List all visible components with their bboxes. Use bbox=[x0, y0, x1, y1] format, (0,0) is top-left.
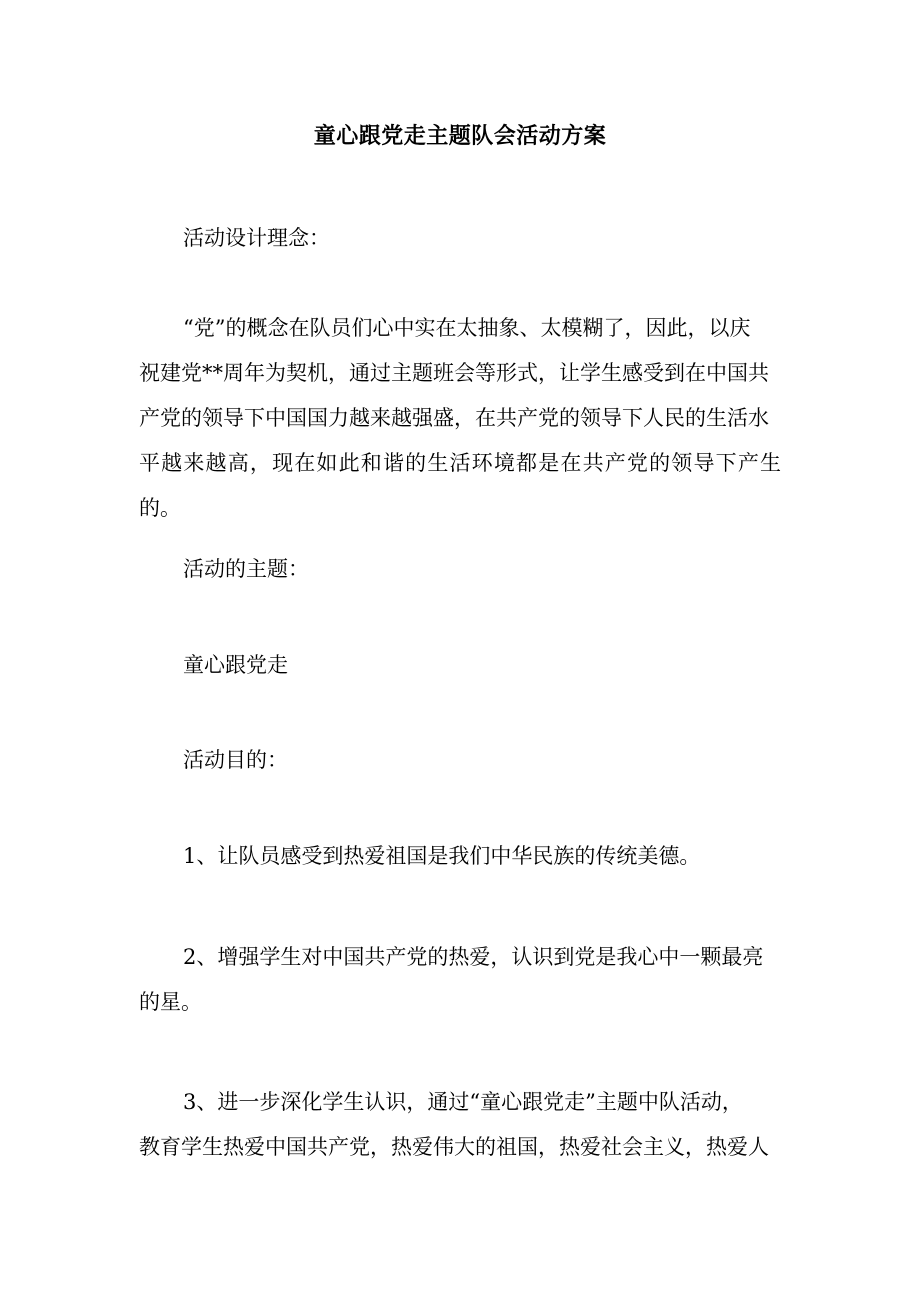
theme-text: 童心跟党走 bbox=[183, 653, 288, 677]
goal-item-1: 1、让队员感受到热爱祖国是我们中华民族的传统美德。 bbox=[183, 844, 701, 868]
goal-item-2 bbox=[139, 935, 781, 1025]
paragraph-line: 3、进一步深化学生认识，通过“童心跟党走”主题中队活动， bbox=[183, 1090, 743, 1114]
paragraph-line: 2、增强学生对中国共产党的热爱，认识到党是我心中一颗最亮 bbox=[183, 945, 764, 969]
design-concept-paragraph bbox=[139, 306, 781, 531]
theme-heading: 活动的主题： bbox=[183, 557, 309, 581]
paragraph-line: 的星。 bbox=[139, 990, 202, 1014]
paragraph-line: 产党的领导下中国国力越来越强盛，在共产党的领导下人民的生活水 bbox=[139, 406, 769, 430]
paragraph-line: 教育学生热爱中国共产党，热爱伟大的祖国，热爱社会主义，热爱人 bbox=[139, 1135, 769, 1159]
paragraph-line: “党”的概念在队员们心中实在太抽象、太模糊了，因此，以庆 bbox=[183, 316, 751, 340]
document-title: 童心跟党走主题队会活动方案 bbox=[313, 123, 607, 149]
goal-item-3 bbox=[139, 1080, 781, 1170]
goals-heading: 活动目的： bbox=[183, 748, 288, 772]
design-concept-heading: 活动设计理念： bbox=[183, 226, 330, 250]
paragraph-line: 祝建党**周年为契机，通过主题班会等形式，让学生感受到在中国共 bbox=[139, 361, 769, 385]
paragraph-line: 平越来越高，现在如此和谐的生活环境都是在共产党的领导下产生的。 bbox=[139, 451, 781, 520]
